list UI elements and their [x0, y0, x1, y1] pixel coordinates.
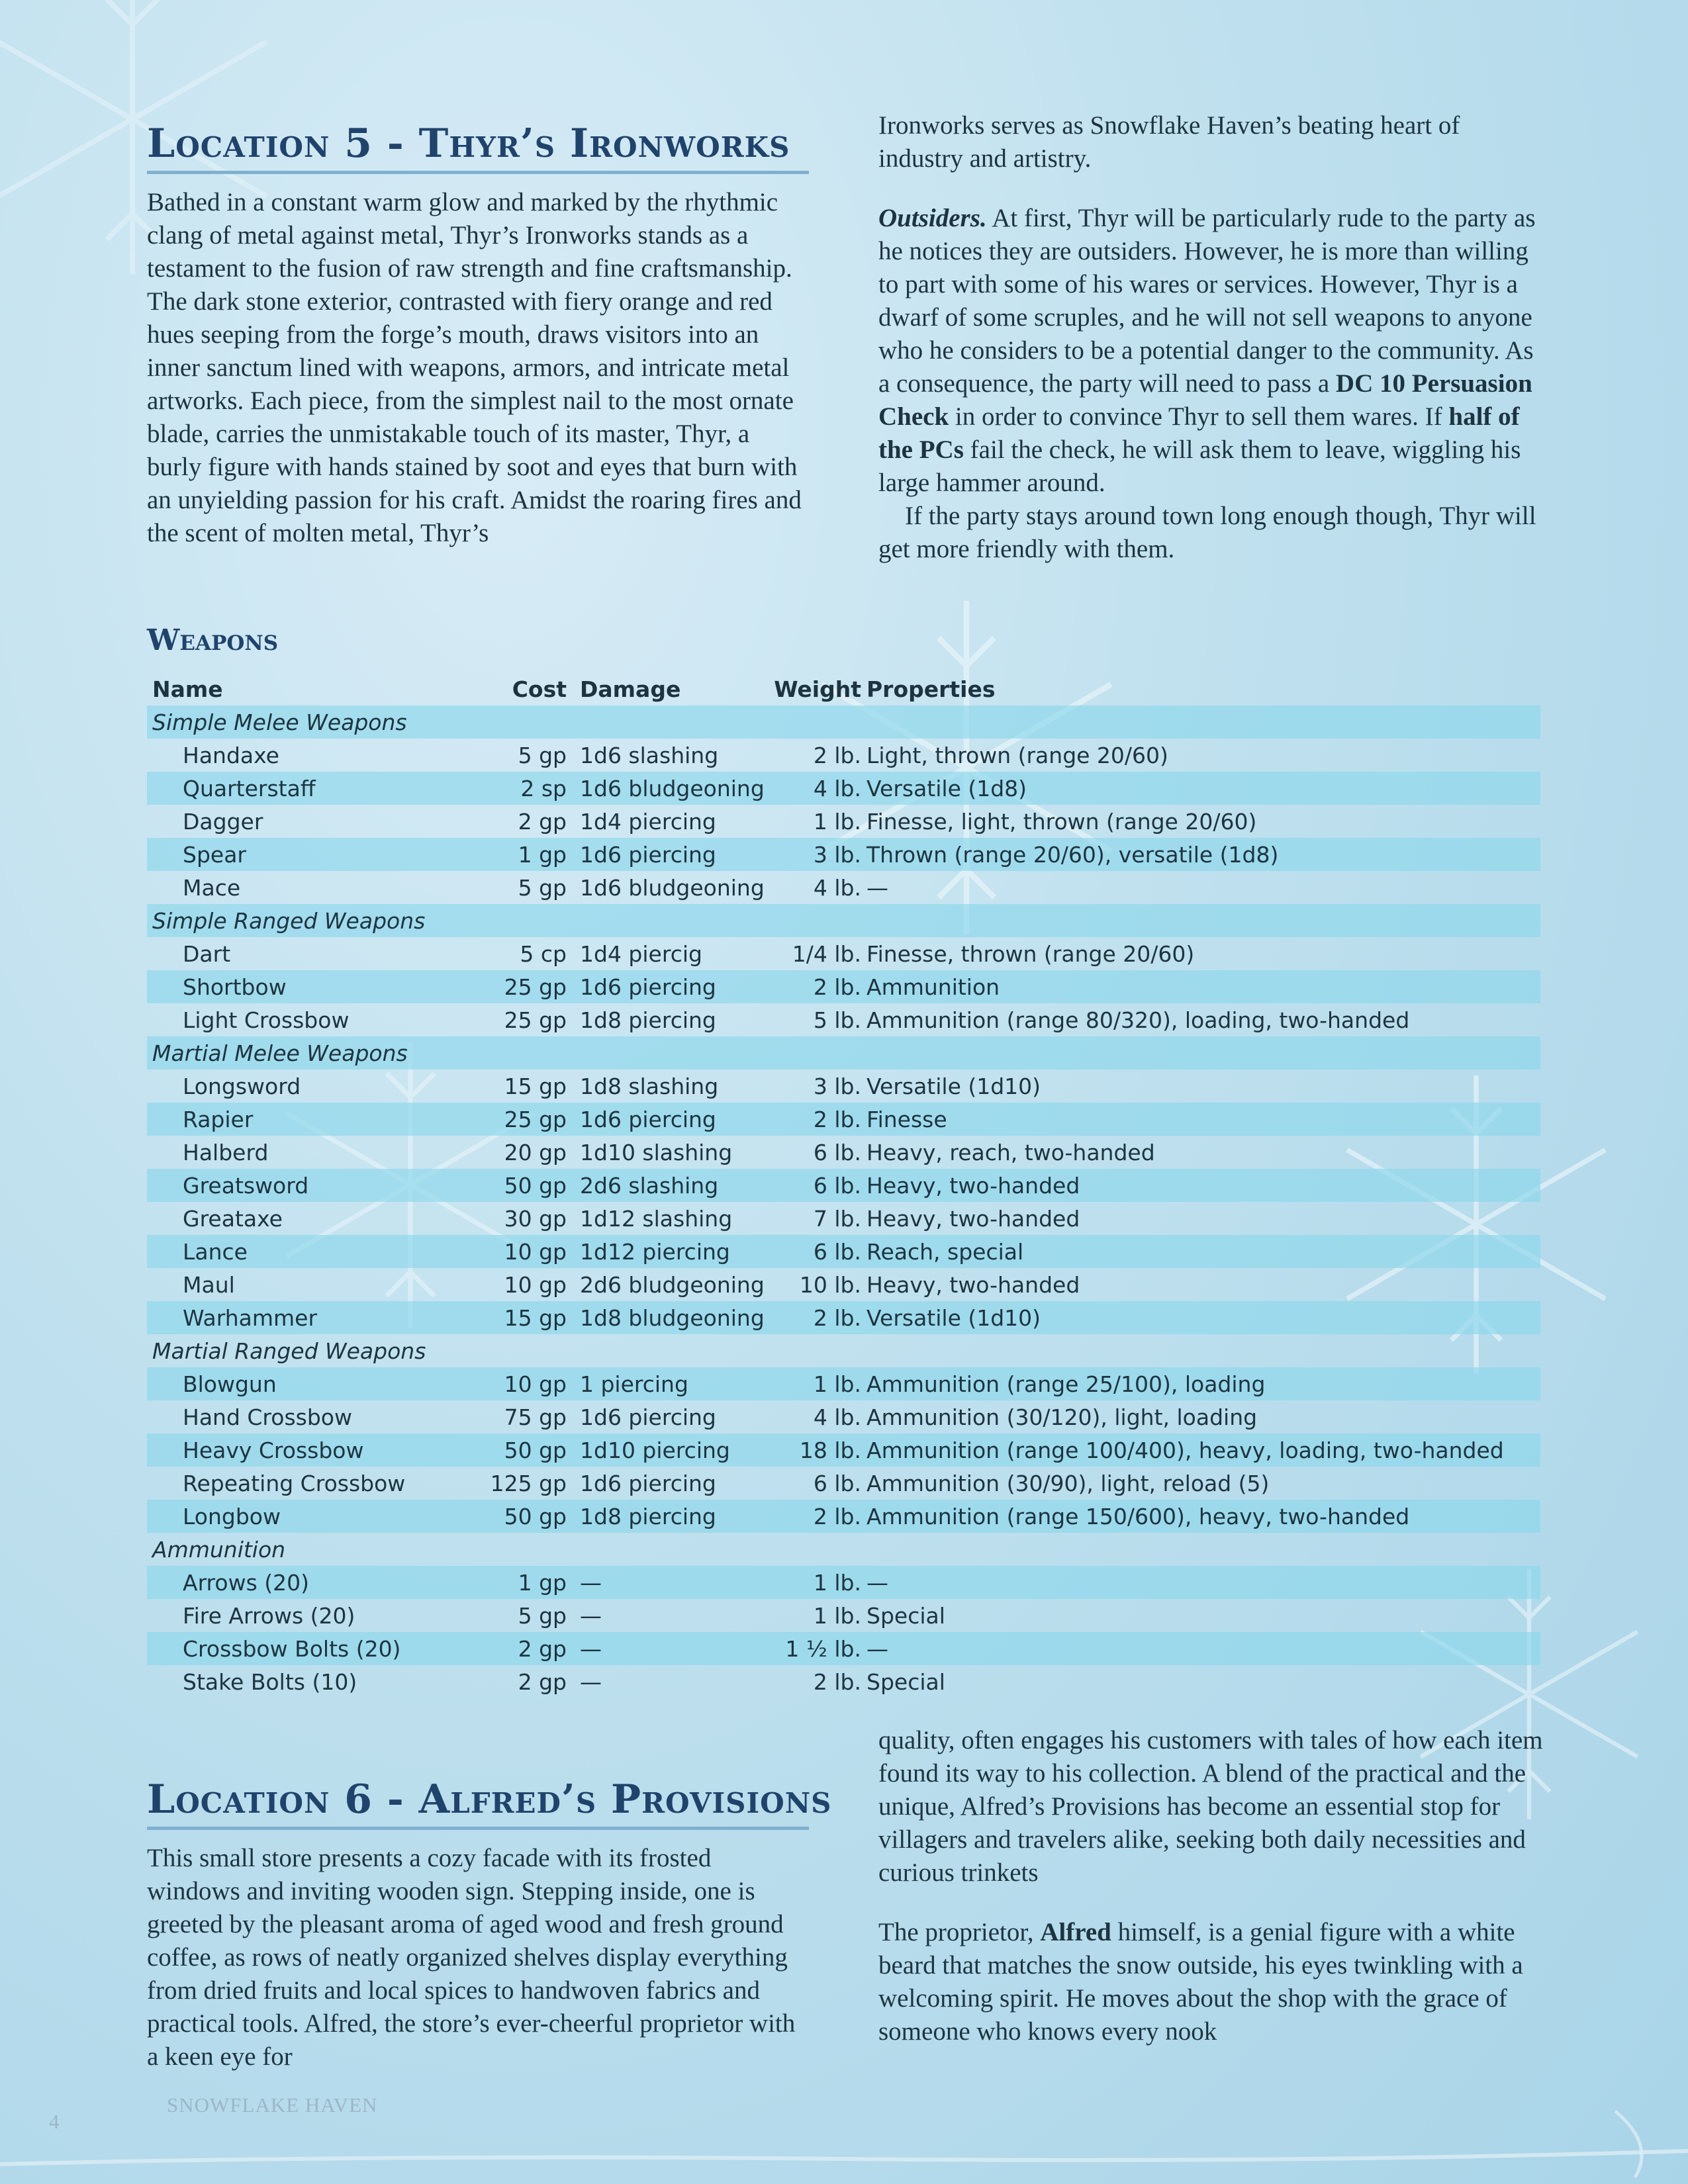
location6-right-column: [878, 1724, 1547, 2048]
cell-cost: 5 gp: [518, 874, 567, 901]
cell-cost: 30 gp: [504, 1205, 567, 1232]
table-row: [147, 739, 1540, 772]
cell-weight: 4 lb.: [813, 874, 861, 901]
table-row: [147, 1367, 1540, 1400]
table-row: [147, 1268, 1540, 1301]
cell-properties: Special: [867, 1602, 945, 1629]
cell-weight: 6 lb.: [772, 1235, 867, 1268]
cell-cost: 50 gp: [487, 1500, 580, 1533]
table-row: [147, 1103, 1540, 1136]
cell-cost: 10 gp: [487, 1367, 580, 1400]
proprietor-text-2: himself, is a genial figure with a white beard that matches the snow outside, his eyes twinkling with a welcoming spirit. He moves about the shop with the grace of someone who knows every nook: [878, 1918, 1523, 2046]
proprietor-paragraph: [878, 1916, 1547, 2048]
cell-cost: 5 gp: [518, 742, 567, 768]
cell-cost: 50 gp: [487, 1169, 580, 1202]
cell-weight: 4 lb.: [813, 1404, 861, 1430]
table-row: [147, 1301, 1540, 1334]
cell-name: Light Crossbow: [183, 1007, 350, 1033]
cell-damage: 1d10 piercing: [580, 1433, 772, 1467]
table-row: [147, 838, 1540, 871]
cell-properties: Ammunition (range 25/100), loading: [867, 1367, 1540, 1400]
location5-heading: Location 5 - Thyr’s Ironworks: [147, 120, 809, 174]
cell-properties: —: [867, 1632, 1540, 1665]
cell-weight: 1 lb.: [813, 1602, 861, 1629]
weapons-table-body: [147, 705, 1540, 1698]
cell-weight: 1 lb.: [772, 1367, 867, 1400]
category-label: Simple Melee Weapons: [147, 705, 1540, 739]
cell-weight: 2 lb.: [813, 1668, 861, 1695]
cell-name: Handaxe: [183, 742, 279, 768]
cell-name: Dagger: [183, 808, 263, 835]
table-row: [147, 772, 1540, 805]
cell-properties: Ammunition (30/120), light, loading: [867, 1404, 1258, 1430]
cell-properties: Versatile (1d8): [867, 772, 1540, 805]
location6-heading: Location 6 - Alfred’s Provisions: [147, 1776, 809, 1830]
location5-continued: Ironworks serves as Snowflake Haven’s beating heart of industry and artistry.: [878, 111, 1460, 173]
cell-properties: Ammunition (30/90), light, reload (5): [867, 1470, 1270, 1496]
cell-cost: 2 gp: [518, 1668, 567, 1695]
category-label: Simple Ranged Weapons: [147, 904, 1540, 937]
cell-name: Lance: [147, 1235, 487, 1268]
cell-name: Shortbow: [147, 970, 487, 1003]
persuasion-check: DC 10 Persuasion Check: [878, 369, 1532, 431]
cell-damage: 1d8 piercing: [580, 1007, 716, 1033]
outsiders-text-1: At first, Thyr will be particularly rude to the party as he notices they are outsiders. However, he is more than willing to part with some of his wares or services. However, Thyr is a dwarf of some scruples, and he will not sell weapons to anyone who he considers to be a potential danger to the community. As a consequence, the party will need to pass a: [878, 204, 1536, 398]
table-row: [147, 1235, 1540, 1268]
cell-cost: 75 gp: [504, 1404, 567, 1430]
cell-weight: 1/4 lb.: [792, 940, 861, 967]
table-row: [147, 1500, 1540, 1533]
table-row: [147, 1665, 1540, 1698]
cell-cost: 5 cp: [520, 940, 567, 967]
table-row: [147, 1202, 1540, 1235]
cell-name: Blowgun: [147, 1367, 487, 1400]
cell-damage: —: [580, 1566, 772, 1599]
category-label: Ammunition: [152, 1536, 286, 1563]
location5-left-column: [147, 120, 809, 550]
cell-name: Greatsword: [147, 1169, 487, 1202]
cell-cost: 5 gp: [518, 1602, 567, 1629]
cell-name: Greataxe: [183, 1205, 283, 1232]
cell-weight: 10 lb.: [799, 1271, 861, 1298]
cell-weight: 3 lb.: [813, 1073, 861, 1099]
cell-weight: 1 lb.: [813, 808, 861, 835]
cell-name: Quarterstaff: [147, 772, 487, 805]
outsiders-paragraph: [878, 202, 1547, 500]
cell-cost: 2 gp: [487, 1632, 580, 1665]
table-row: [147, 1169, 1540, 1202]
cell-damage: 1d6 piercing: [580, 1404, 716, 1430]
cell-cost: 25 gp: [487, 970, 580, 1003]
proprietor-text-1: The proprietor,: [878, 1918, 1041, 1946]
header-weight: Weight: [774, 676, 861, 702]
cell-damage: 1d8 slashing: [580, 1073, 719, 1099]
cell-damage: 1d12 slashing: [580, 1205, 733, 1232]
weapons-table: [147, 672, 1540, 1698]
category-row: [147, 1533, 1540, 1566]
cell-weight: 6 lb.: [813, 1470, 861, 1496]
cell-damage: 1d6 bludgeoning: [580, 874, 765, 901]
cell-name: Fire Arrows (20): [183, 1602, 355, 1629]
table-header-row: [147, 672, 1540, 705]
cell-name: Longbow: [147, 1500, 487, 1533]
cell-cost: 2 sp: [487, 772, 580, 805]
cell-weight: 2 lb.: [772, 970, 867, 1003]
header-damage: Damage: [580, 676, 681, 702]
cell-properties: Special: [867, 1668, 945, 1695]
cell-weight: 2 lb.: [772, 1103, 867, 1136]
cell-cost: 10 gp: [487, 1235, 580, 1268]
cell-damage: 1d8 piercing: [580, 1500, 772, 1533]
cell-name: Maul: [183, 1271, 235, 1298]
outsiders-label: Outsiders.: [878, 204, 987, 232]
cell-weight: 6 lb.: [772, 1169, 867, 1202]
cell-properties: —: [867, 1566, 1540, 1599]
half-of-pcs: half of the PCs: [878, 402, 1520, 464]
table-row: [147, 1632, 1540, 1665]
cell-properties: Finesse, light, thrown (range 20/60): [867, 808, 1257, 835]
cell-damage: 1d4 piercing: [580, 808, 716, 835]
table-row: [147, 1136, 1540, 1169]
proprietor-name: Alfred: [1040, 1918, 1111, 1946]
friendly-paragraph: If the party stays around town long enough though, Thyr will get more friendly with them.: [878, 502, 1536, 563]
cell-damage: 1d6 piercing: [580, 970, 772, 1003]
table-row: [147, 1400, 1540, 1433]
cell-damage: 1d6 piercing: [580, 838, 772, 871]
cell-properties: Heavy, two-handed: [867, 1271, 1080, 1298]
cell-weight: 2 lb.: [772, 1500, 867, 1533]
cell-damage: 1d6 bludgeoning: [580, 772, 772, 805]
category-row: [147, 1036, 1540, 1069]
cell-properties: Ammunition (range 150/600), heavy, two-handed: [867, 1500, 1540, 1533]
cell-damage: 1d6 piercing: [580, 1470, 716, 1496]
cell-cost: 10 gp: [504, 1271, 567, 1298]
cell-weight: 4 lb.: [772, 772, 867, 805]
cell-name: Repeating Crossbow: [183, 1470, 406, 1496]
header-properties: Properties: [867, 676, 996, 702]
table-row: [147, 970, 1540, 1003]
cell-weight: 3 lb.: [772, 838, 867, 871]
cell-weight: 6 lb.: [813, 1139, 861, 1165]
cell-damage: —: [580, 1668, 602, 1695]
cell-properties: Thrown (range 20/60), versatile (1d8): [867, 838, 1540, 871]
cell-name: Hand Crossbow: [183, 1404, 352, 1430]
location6-intro: This small store presents a cozy facade with its frosted windows and inviting wooden sign. Stepping inside, one is greeted by the pleasant aroma of aged wood and fresh ground coffee, as rows of neatly organized shelves display everything from dried fruits and local spices to handwoven fabrics and practical tools. Alfred, the store’s ever-cheerful proprietor with a keen eye for: [147, 1844, 796, 2071]
cell-name: Warhammer: [147, 1301, 487, 1334]
header-name: Name: [152, 676, 223, 702]
table-row: [147, 1003, 1540, 1036]
cell-damage: 2d6 bludgeoning: [580, 1271, 765, 1298]
cell-name: Crossbow Bolts (20): [147, 1632, 487, 1665]
cell-properties: Finesse: [867, 1103, 1540, 1136]
cell-weight: 5 lb.: [813, 1007, 861, 1033]
cell-properties: Versatile (1d10): [867, 1301, 1540, 1334]
cell-damage: 1d10 slashing: [580, 1139, 733, 1165]
cell-name: Halberd: [183, 1139, 269, 1165]
category-row: [147, 705, 1540, 739]
cell-weight: 1 lb.: [772, 1566, 867, 1599]
cell-cost: 1 gp: [487, 838, 580, 871]
cell-cost: 25 gp: [487, 1103, 580, 1136]
cell-properties: Versatile (1d10): [867, 1073, 1041, 1099]
table-row: [147, 937, 1540, 970]
cell-damage: 1d12 piercing: [580, 1235, 772, 1268]
table-row: [147, 1599, 1540, 1632]
cell-damage: 1d8 bludgeoning: [580, 1301, 772, 1334]
cell-properties: —: [867, 874, 888, 901]
location5-intro: Bathed in a constant warm glow and marked by the rhythmic clang of metal against metal, Thyr’s Ironworks stands as a testament to the fusion of raw strength and fine craftsmanship. The dark stone exterior, contrasted with fiery orange and red hues seeping from the forge’s mouth, draws visitors into an inner sanctum lined with weapons, armors, and intricate metal artworks. Each piece, from the simplest nail to the most ornate blade, carries the unmistakable touch of its master, Thyr, a burly figure with hands stained by soot and eyes that burn with an unyielding passion for his craft. Amidst the roaring fires and the scent of molten metal, Thyr’s: [147, 188, 802, 547]
cell-properties: Ammunition (range 100/400), heavy, loading, two-handed: [867, 1433, 1540, 1467]
cell-name: Mace: [183, 874, 241, 901]
category-row: [147, 1334, 1540, 1367]
category-label: Martial Melee Weapons: [147, 1036, 1540, 1069]
outsiders-text-3: fail the check, he will ask them to leave, wiggling his large hammer around.: [878, 435, 1521, 497]
cell-name: Rapier: [147, 1103, 487, 1136]
cell-weight: 7 lb.: [813, 1205, 861, 1232]
cell-properties: Light, thrown (range 20/60): [867, 742, 1168, 768]
location6-left-column: [147, 1776, 832, 2073]
cell-weight: 2 lb.: [813, 742, 861, 768]
cell-name: Spear: [147, 838, 487, 871]
table-row: [147, 805, 1540, 838]
cell-properties: Heavy, two-handed: [867, 1205, 1080, 1232]
cell-cost: 50 gp: [487, 1433, 580, 1467]
cell-properties: Heavy, reach, two-handed: [867, 1139, 1155, 1165]
cell-damage: 1d6 piercing: [580, 1103, 772, 1136]
category-row: [147, 904, 1540, 937]
cell-damage: 1d6 slashing: [580, 742, 719, 768]
cell-weight: 2 lb.: [772, 1301, 867, 1334]
outsiders-text-2: in order to convince Thyr to sell them wares. If: [949, 402, 1449, 431]
cell-name: Longsword: [183, 1073, 301, 1099]
table-row: [147, 1467, 1540, 1500]
location5-right-column: [878, 109, 1547, 566]
cell-cost: 2 gp: [518, 808, 567, 835]
cell-properties: Ammunition: [867, 970, 1540, 1003]
cell-weight: 1 ½ lb.: [772, 1632, 867, 1665]
table-row: [147, 1566, 1540, 1599]
cell-weight: 18 lb.: [772, 1433, 867, 1467]
cell-damage: 1d4 piercig: [580, 940, 702, 967]
cell-name: Stake Bolts (10): [183, 1668, 357, 1695]
cell-properties: Ammunition (range 80/320), loading, two-handed: [867, 1007, 1410, 1033]
cell-properties: Heavy, two-handed: [867, 1169, 1540, 1202]
weapons-heading: Weapons: [147, 623, 279, 657]
cell-cost: 25 gp: [504, 1007, 567, 1033]
cell-cost: 15 gp: [487, 1301, 580, 1334]
header-cost: Cost: [512, 676, 567, 702]
cell-name: Dart: [183, 940, 231, 967]
page-number: 4: [49, 2110, 60, 2133]
table-row: [147, 1069, 1540, 1103]
category-label: Martial Ranged Weapons: [152, 1338, 426, 1364]
cell-damage: —: [580, 1632, 772, 1665]
cell-cost: 1 gp: [487, 1566, 580, 1599]
location6-continued: quality, often engages his customers with tales of how each item found its way to his collection. A blend of the practical and the unique, Alfred’s Provisions has become an essential stop for villagers and travelers alike, seeking both daily necessities and curious trinkets: [878, 1726, 1543, 1887]
cell-properties: Reach, special: [867, 1235, 1540, 1268]
cell-damage: 2d6 slashing: [580, 1169, 772, 1202]
cell-damage: —: [580, 1602, 602, 1629]
cell-name: Heavy Crossbow: [147, 1433, 487, 1467]
cell-cost: 15 gp: [504, 1073, 567, 1099]
footer-title: SNOWFLAKE HAVEN: [167, 2093, 378, 2116]
cell-damage: 1 piercing: [580, 1367, 772, 1400]
table-row: [147, 1433, 1540, 1467]
cell-name: Arrows (20): [147, 1566, 487, 1599]
cell-cost: 125 gp: [490, 1470, 567, 1496]
table-row: [147, 871, 1540, 904]
cell-cost: 20 gp: [504, 1139, 567, 1165]
cell-properties: Finesse, thrown (range 20/60): [867, 940, 1195, 967]
